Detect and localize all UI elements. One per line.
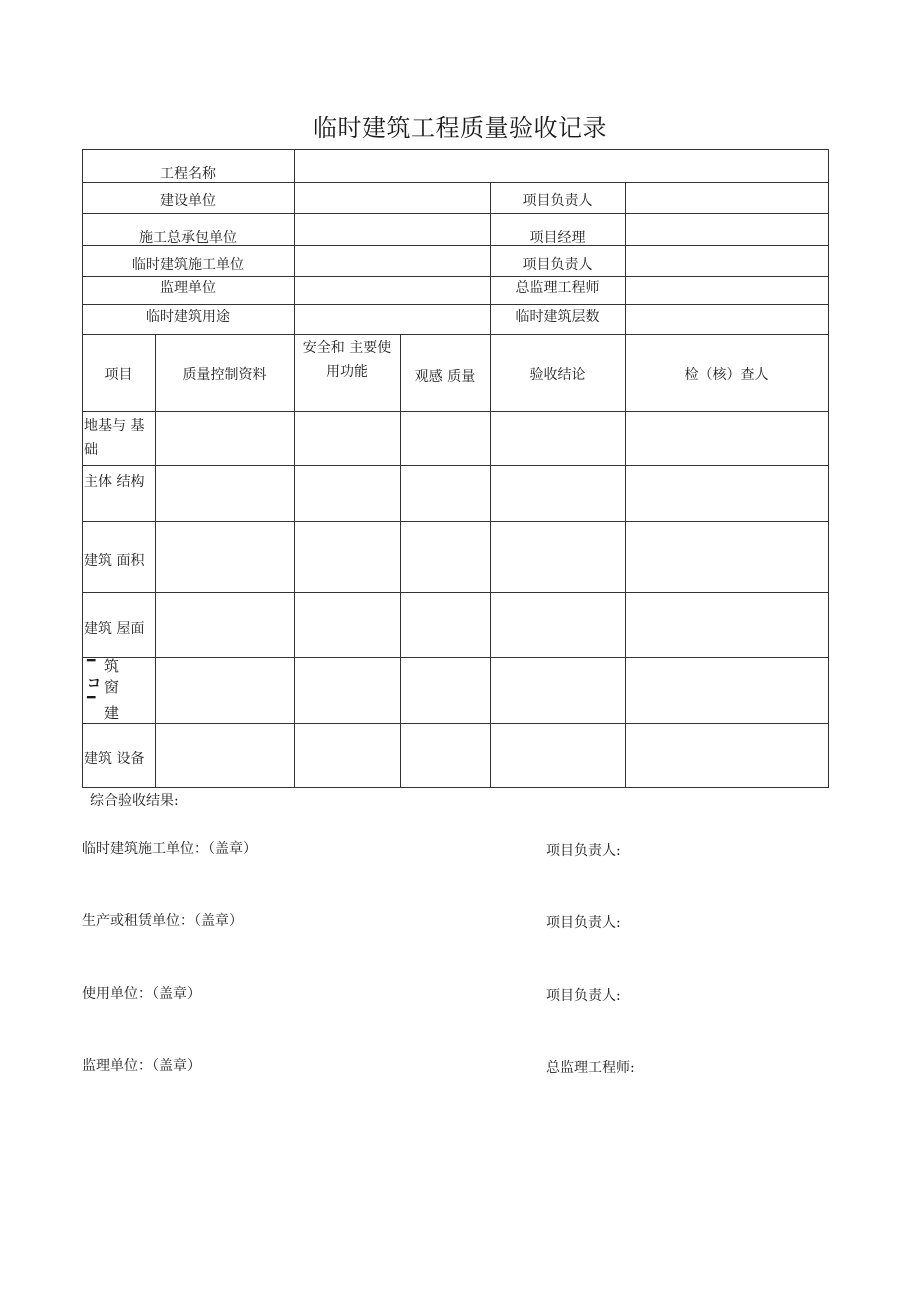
- supervisor-field[interactable]: [295, 277, 490, 304]
- header-item: 项目: [104, 367, 133, 383]
- bracket-mark-icon: コ: [87, 676, 101, 692]
- header-inspector: 检（核）查人: [684, 367, 769, 383]
- project-manager-label: 项目经理: [529, 230, 586, 246]
- header-appearance: 观感 质量: [414, 369, 476, 385]
- temp-builder-person-label: 项目负责人: [522, 257, 593, 273]
- item-windows-char: 窗: [104, 678, 120, 696]
- item-equipment: 建筑 设备: [84, 751, 145, 767]
- temp-builder-person-field[interactable]: [626, 246, 828, 276]
- chief-supervisor-field[interactable]: [626, 277, 828, 304]
- sign-producer-person: 项目负责人:: [546, 915, 621, 931]
- general-contractor-field[interactable]: [295, 214, 490, 245]
- project-name-field[interactable]: [295, 149, 828, 182]
- sign-user-person: 项目负责人:: [546, 988, 621, 1004]
- general-contractor-label: 施工总承包单位: [139, 230, 237, 246]
- item-structure: 主体 结构: [84, 474, 145, 490]
- item-windows-char: 建: [104, 704, 120, 722]
- supervisor-label: 监理单位: [160, 280, 216, 296]
- sign-user-unit: 使用单位：（盖章）: [82, 986, 201, 1002]
- item-windows-char: 筑: [104, 657, 120, 675]
- sign-chief-supervisor: 总监理工程师:: [546, 1060, 635, 1076]
- floors-field[interactable]: [626, 305, 828, 334]
- sign-temp-builder-person: 项目负责人:: [546, 843, 621, 859]
- usage-label: 临时建筑用途: [146, 309, 230, 325]
- acceptance-table: [82, 149, 829, 788]
- summary-label: 综合验收结果:: [90, 793, 179, 809]
- bar-mark-icon: ━: [87, 653, 96, 669]
- builder-label: 建设单位: [160, 193, 216, 209]
- sign-temp-builder: 临时建筑施工单位：（盖章）: [82, 841, 257, 857]
- item-area: 建筑 面积: [84, 553, 145, 569]
- temp-builder-label: 临时建筑施工单位: [132, 257, 244, 273]
- builder-person-field[interactable]: [626, 183, 828, 213]
- usage-field[interactable]: [295, 305, 490, 334]
- page-title: 临时建筑工程质量验收记录: [313, 114, 607, 142]
- temp-builder-field[interactable]: [295, 246, 490, 276]
- chief-supervisor-label: 总监理工程师: [515, 280, 600, 296]
- builder-field[interactable]: [295, 183, 490, 213]
- project-name-label: 工程名称: [160, 166, 216, 182]
- header-quality-docs: 质量控制资料: [182, 367, 267, 383]
- item-roof: 建筑 屋面: [84, 621, 145, 637]
- sign-producer: 生产或租赁单位：（盖章）: [82, 913, 243, 929]
- header-safety-function: 安全和 主要使用功能: [302, 340, 392, 380]
- bar-mark-icon: ━: [87, 690, 96, 706]
- floors-label: 临时建筑层数: [515, 309, 600, 325]
- project-manager-field[interactable]: [626, 214, 828, 245]
- builder-person-label: 项目负责人: [522, 193, 593, 209]
- sign-supervisor: 监理单位：（盖章）: [82, 1058, 201, 1074]
- header-conclusion: 验收结论: [529, 367, 586, 383]
- item-foundation: 地基与 基础: [84, 418, 145, 458]
